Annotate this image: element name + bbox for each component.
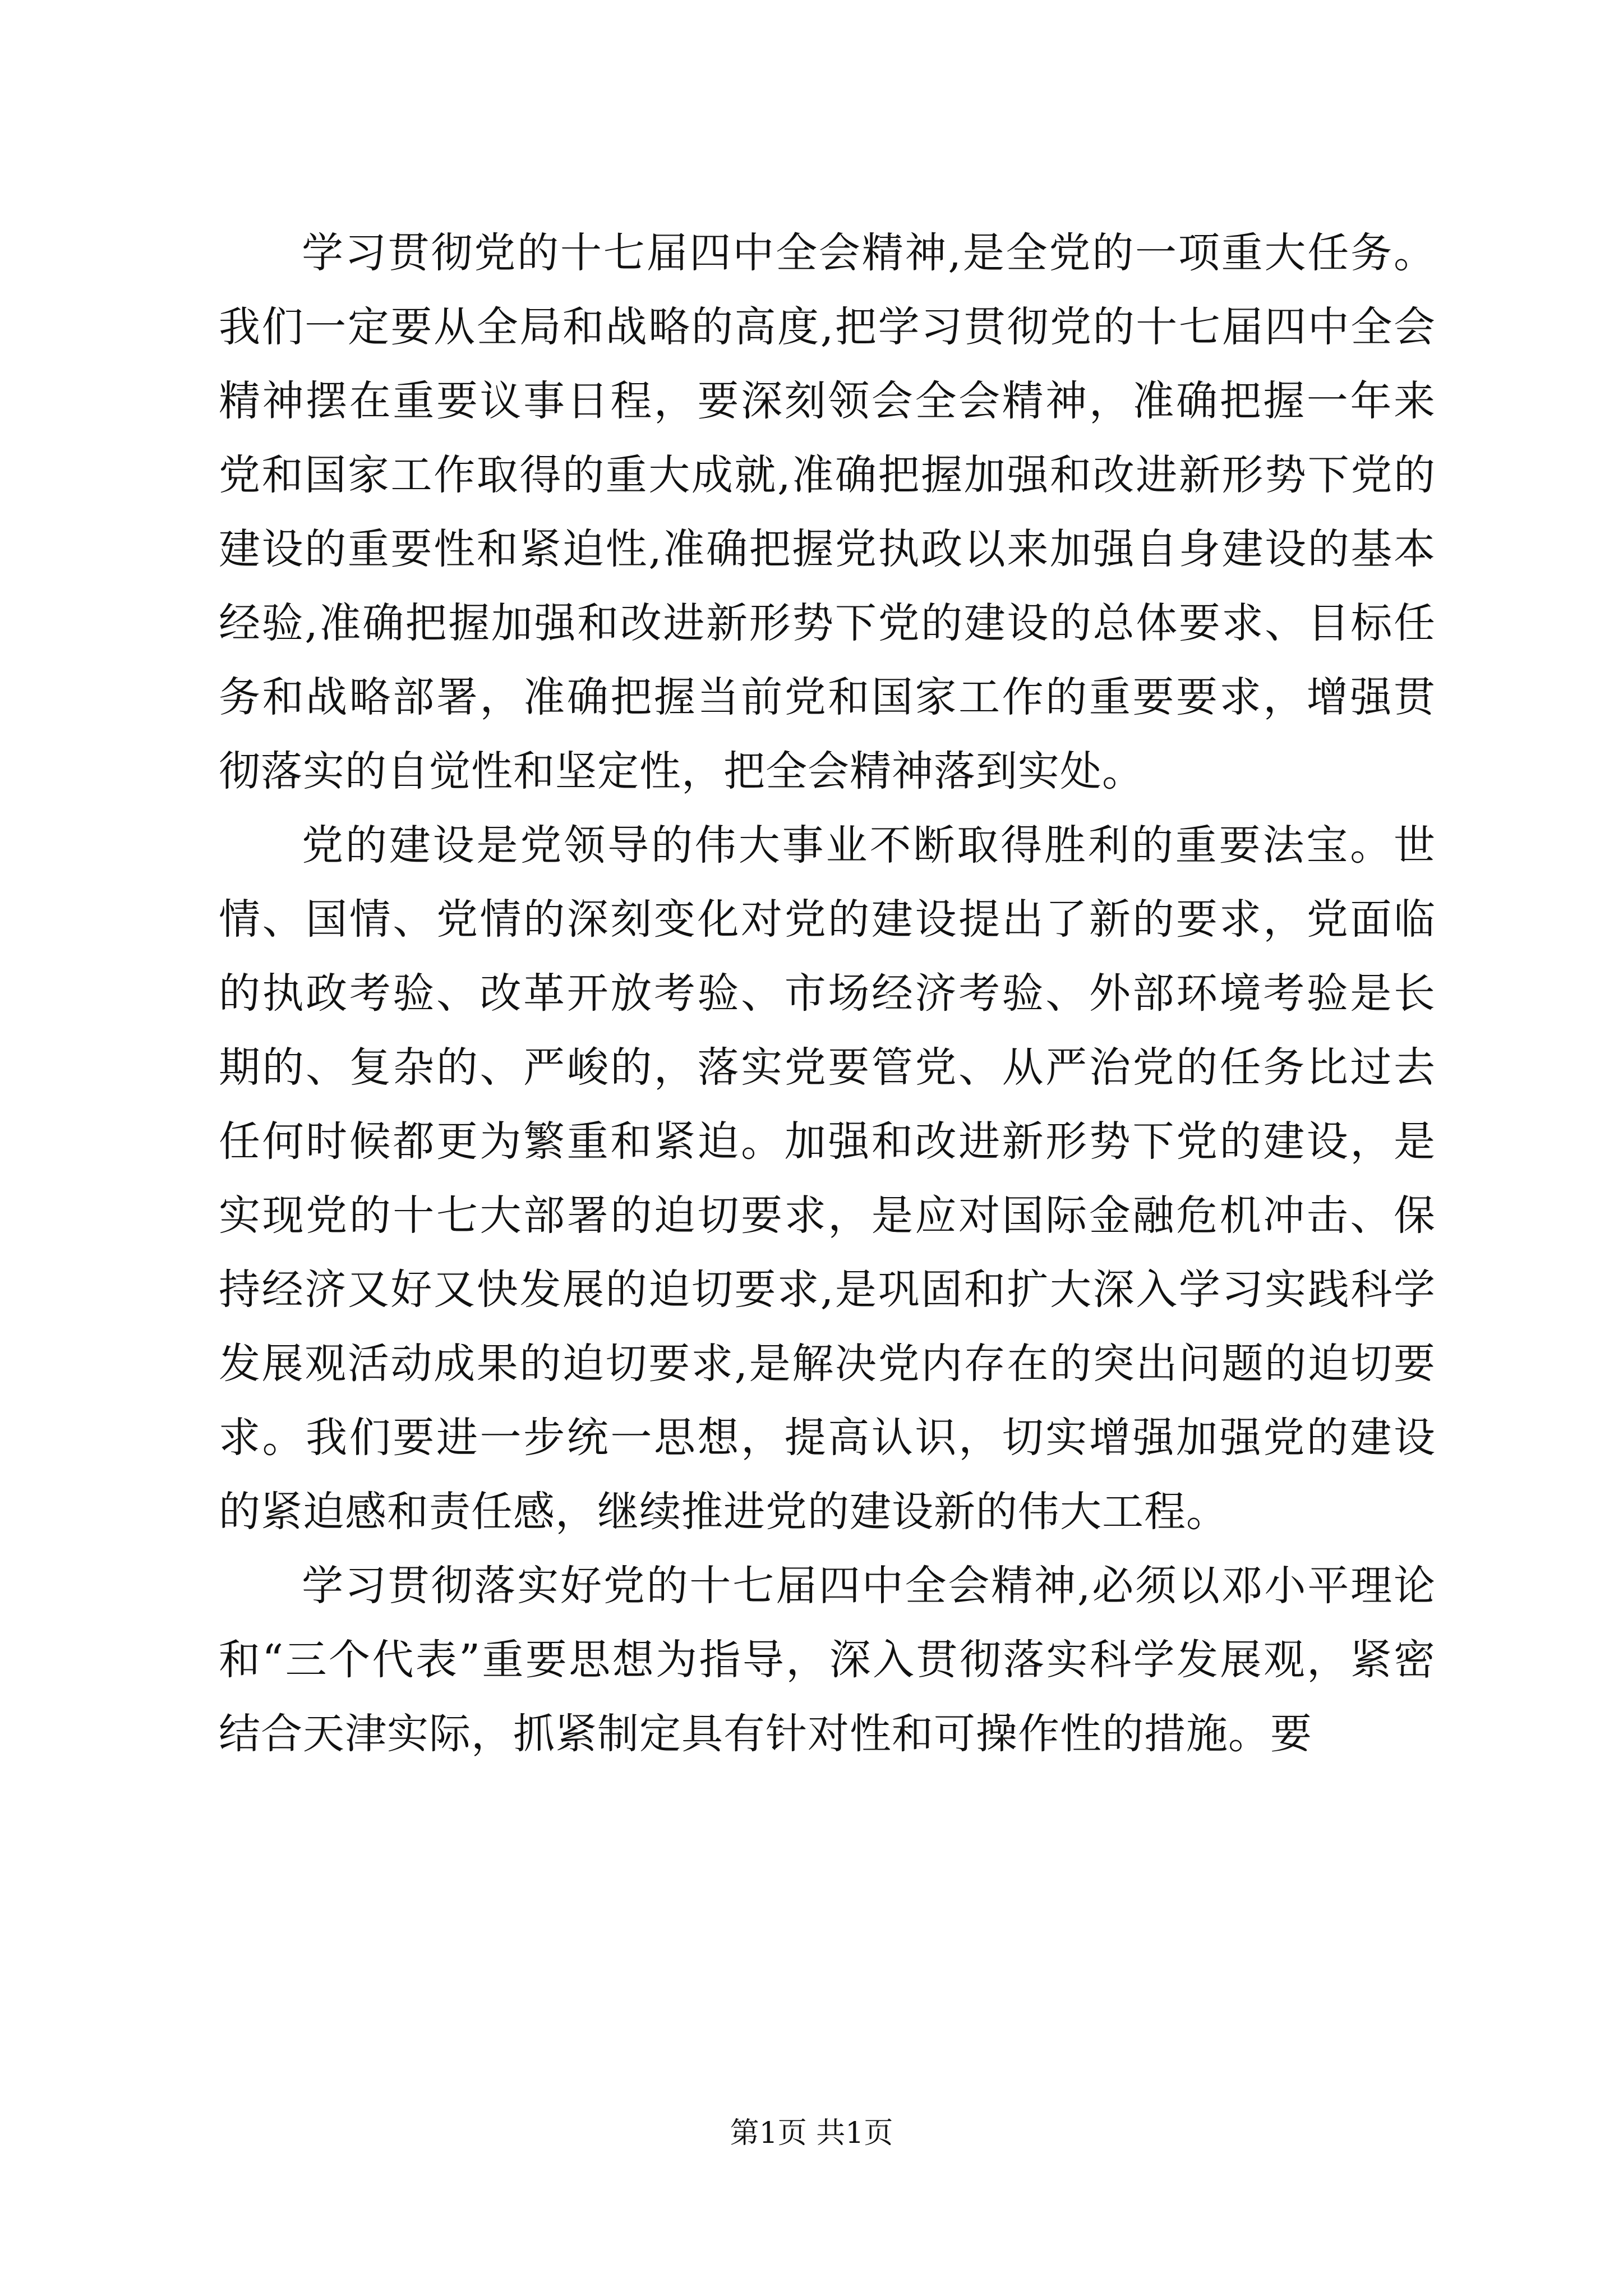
document-body [219,216,1436,1771]
page-number-footer: 第1页 共1页 [730,2116,893,2150]
paragraph-3: 学习贯彻落实好党的十七届四中全会精神,必须以邓小平理论和“三个代表”重要思想为指导，深入贯彻落实科学发展观，紧密结合天津实际，抓紧制定具有针对性和可操作性的措施。要 [219,1562,1436,1758]
paragraph-1: 学习贯彻党的十七届四中全会精神,是全党的一项重大任务。我们一定要从全局和战略的高度,把学习贯彻党的十七届四中全会精神摆在重要议事日程，要深刻领会全会精神，准确把握一年来党和国家工作取得的重大成就,准确把握加强和改进新形势下党的建设的重要性和紧迫性,准确把握党执政以来加强自身建设的基本经验,准确把握加强和改进新形势下党的建设的总体要求、目标任务和战略部署，准确把握当前党和国家工作的重要要求，增强贯彻落实的自觉性和坚定性，把全会精神落到实处。 [219,229,1436,795]
paragraph-2: 党的建设是党领导的伟大事业不断取得胜利的重要法宝。世情、国情、党情的深刻变化对党的建设提出了新的要求，党面临的执政考验、改革开放考验、市场经济考验、外部环境考验是长期的、复杂的、严峻的，落实党要管党、从严治党的任务比过去任何时候都更为繁重和紧迫。加强和改进新形势下党的建设，是实现党的十七大部署的迫切要求，是应对国际金融危机冲击、保持经济又好又快发展的迫切要求,是巩固和扩大深入学习实践科学发展观活动成果的迫切要求,是解决党内存在的突出问题的迫切要求。我们要进一步统一思想，提高认识，切实增强加强党的建设的紧迫感和责任感，继续推进党的建设新的伟大工程。 [219,821,1436,1536]
